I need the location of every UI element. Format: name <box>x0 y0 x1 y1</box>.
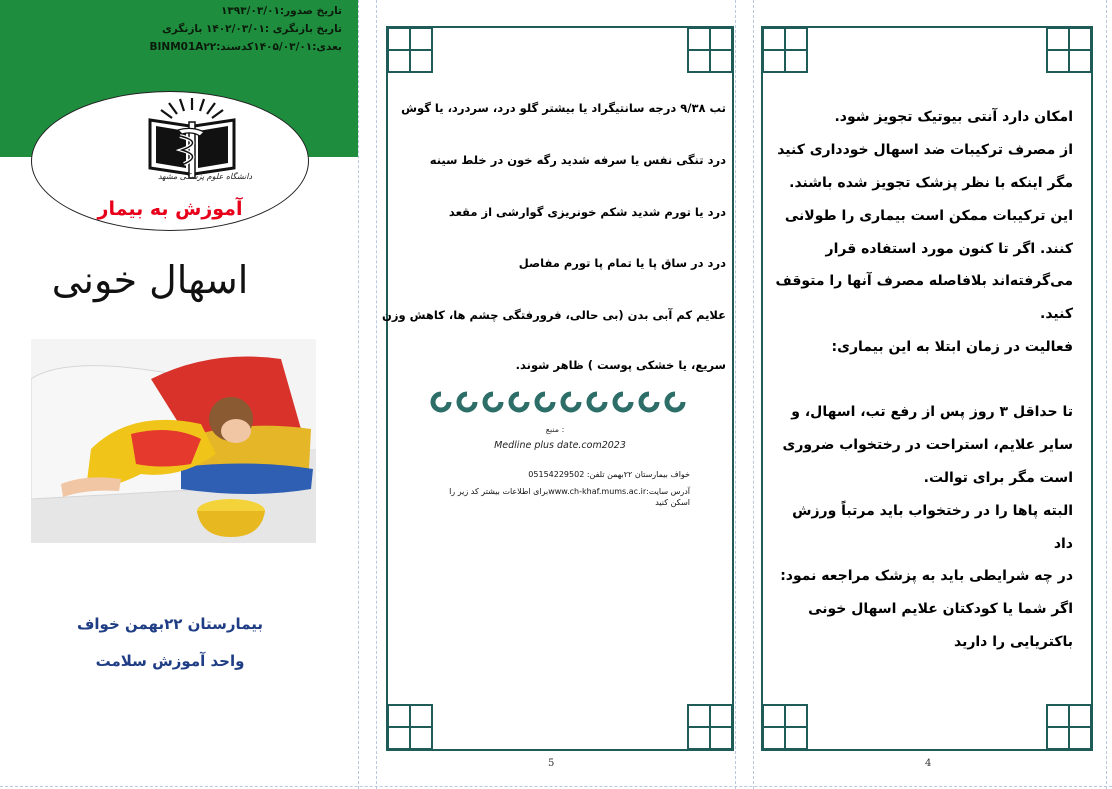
page-guide <box>735 0 736 789</box>
page-number: 4 <box>925 758 932 769</box>
body-line: باکتریایی را دارید <box>953 634 1073 650</box>
corner-ornament-icon <box>1043 701 1093 751</box>
page-guide <box>1106 0 1107 789</box>
symptom-line: درد تنگی نفس یا سرفه شدید رگه خون در خلط سینه <box>429 153 726 167</box>
section-heading: فعالیت در زمان ابتلا به این بیماری: <box>831 339 1073 355</box>
corner-ornament-icon <box>386 701 436 751</box>
body-line: می‌گرفته‌اند بلافاصله مصرف آنها را متوقف <box>775 273 1073 289</box>
corner-ornament-icon <box>684 26 734 76</box>
page-guide <box>376 0 377 789</box>
corner-ornament-icon <box>761 26 811 76</box>
corner-ornament-icon <box>386 26 436 76</box>
issue-date: تاریخ صدور:۱۳۹۳/۰۳/۰۱ <box>220 5 342 17</box>
symptom-line: درد یا تورم شدید شکم خونریزی گوارشی از مقعد <box>448 205 726 219</box>
corner-ornament-icon <box>1043 26 1093 76</box>
page-guide <box>753 0 754 789</box>
corner-ornament-icon <box>684 701 734 751</box>
body-line: این ترکیبات ممکن است بیماری را طولانی <box>784 208 1073 224</box>
page-title: اسهال خونی <box>51 258 249 302</box>
symptom-line: تب ۹/۳۸ درجه سانتیگراد یا بیشتر گلو درد، سردرد، یا گوش <box>401 101 726 115</box>
body-line: اگر شما یا کودکتان علایم اسهال خونی <box>808 601 1073 617</box>
body-line: کنند. اگر تا کنون مورد استفاده قرار <box>825 241 1073 257</box>
source-text: Medline plus date.com2023 <box>494 440 626 451</box>
body-line: تا حداقل ۳ روز پس از رفع تب، اسهال، و <box>791 404 1073 420</box>
page-guide <box>0 786 1112 787</box>
section-heading: در چه شرایطی باید به پزشک مراجعه نمود: <box>780 568 1073 584</box>
page-guide <box>358 0 359 789</box>
body-line: است مگر برای توالت. <box>923 470 1073 486</box>
symptom-line: سریع، یا خشکی پوست ) ظاهر شوند. <box>515 358 726 372</box>
body-line: البته پاها را در رختخواب باید مرتباً ورزش <box>792 503 1073 519</box>
body-line: مگر اینکه با نظر پزشک تجویز شده باشند. <box>789 175 1073 191</box>
address-line: اسکن کنید <box>655 498 690 507</box>
address-line: خواف بیمارستان ۲۲بهمن تلفن: 05154229502 <box>528 470 690 479</box>
education-unit: واحد آموزش سلامت <box>95 652 245 670</box>
next-review: بعدی:۱۴۰۵/۰۳/۰۱کدسند:BINM01A۲۲ <box>149 41 342 53</box>
sick-child-photo <box>31 339 316 543</box>
review-date: تاریخ بازنگری :۱۴۰۲/۰۳/۰۱ بازنگری <box>162 23 342 35</box>
symptom-line: علایم کم آبی بدن (بی حالی، فرورفتگی چشم ها، کاهش وزن <box>382 308 726 322</box>
body-line: کنید. <box>1040 306 1073 322</box>
address-line: آدرس سایت:www.ch-khaf.mums.ac.irبرای اطلاعات بیشتر کد زیر را <box>449 487 690 496</box>
source-label: منبع : <box>545 425 565 434</box>
hospital-name: بیمارستان ۲۲بهمن خواف <box>76 615 264 633</box>
symptom-line: درد در ساق پا یا تمام پا تورم مفاصل <box>518 256 726 270</box>
body-line: از مصرف ترکیبات ضد اسهال خودداری کنید <box>777 142 1073 158</box>
body-line: امکان دارد آنتی بیوتیک تجویز شود. <box>834 109 1073 125</box>
body-line: داد <box>1053 536 1073 552</box>
body-line: سایر علایم، استراحت در رختخواب ضروری <box>782 437 1073 453</box>
patient-education-label: آموزش به بیمار <box>97 198 243 220</box>
decorative-divider-icon <box>427 386 689 416</box>
page-number: 5 <box>548 758 555 769</box>
emblem-caption: دانشگاه علوم پزشکی مشهد <box>157 172 253 181</box>
corner-ornament-icon <box>761 701 811 751</box>
